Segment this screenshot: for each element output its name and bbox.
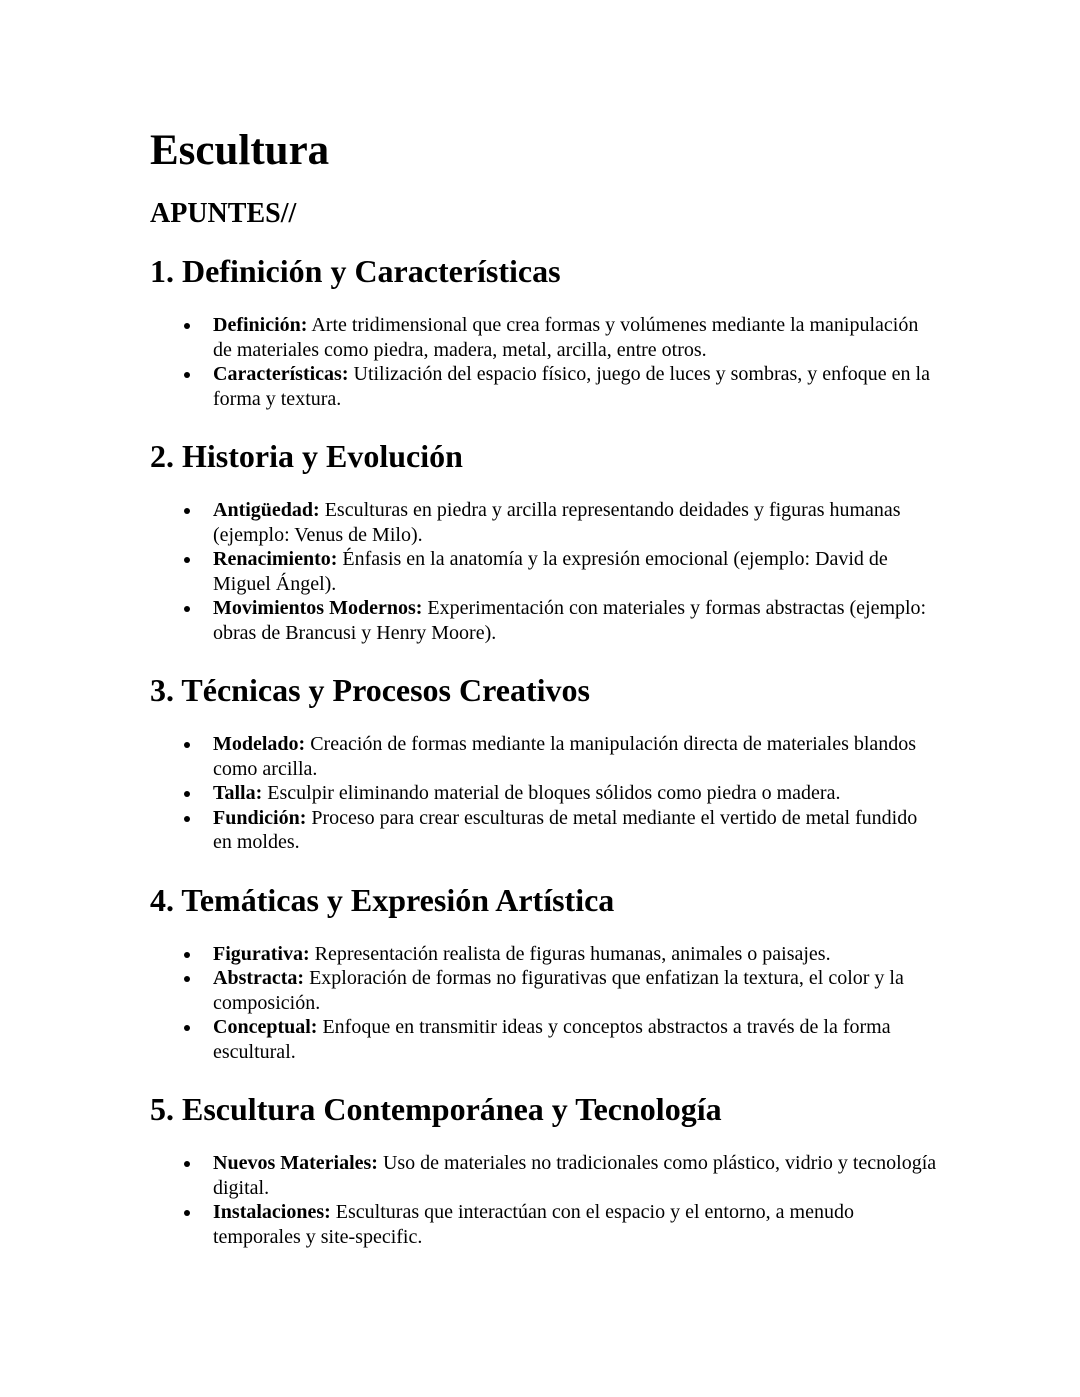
item-term: Instalaciones: (213, 1201, 331, 1223)
section-definicion (150, 251, 940, 411)
list-item (213, 1200, 940, 1249)
section-tematicas (150, 880, 940, 1065)
item-term: Renacimiento: (213, 548, 338, 570)
item-text: Exploración de formas no figurativas que enfatizan la textura, el color y la composición. (213, 967, 904, 1014)
item-text: Representación realista de figuras humanas, animales o paisajes. (309, 942, 831, 965)
item-text: Esculturas que interactúan con el espacio y el entorno, a menudo temporales y site-specific. (213, 1201, 854, 1248)
item-term: Antigüedad: (213, 499, 320, 521)
document-title: Escultura (150, 127, 330, 174)
item-text: Utilización del espacio físico, juego de luces y sombras, y enfoque en la forma y textura. (213, 363, 930, 410)
item-term: Figurativa: (213, 942, 310, 965)
bullet-icon (184, 557, 190, 563)
list-item (213, 806, 940, 855)
section-heading: 3. Técnicas y Procesos Creativos (150, 672, 590, 708)
section-heading: 2. Historia y Evolución (150, 438, 463, 474)
item-text: Uso de materiales no tradicionales como plástico, vidrio y tecnología digital. (213, 1152, 937, 1199)
item-term: Conceptual: (213, 1016, 318, 1038)
bullet-icon (184, 952, 190, 958)
bullet-list (150, 313, 940, 411)
item-text: Esculpir eliminando material de bloques sólidos como piedra o madera. (262, 782, 841, 804)
item-term: Características: (213, 363, 349, 385)
list-item (213, 313, 940, 362)
item-text: Esculturas en piedra y arcilla representando deidades y figuras humanas (ejemplo: Venus de Milo). (213, 499, 901, 546)
list-item (213, 596, 940, 645)
item-term: Abstracta: (213, 967, 305, 989)
document-subtitle: APUNTES// (150, 198, 297, 229)
bullet-list (150, 732, 940, 855)
item-term: Fundición: (213, 806, 307, 829)
bullet-icon (184, 816, 190, 822)
item-term: Movimientos Modernos: (213, 597, 423, 619)
bullet-icon (184, 1210, 190, 1216)
bullet-list (150, 942, 940, 1065)
bullet-icon (184, 508, 190, 514)
list-item (213, 1151, 940, 1200)
item-text: Experimentación con materiales y formas abstractas (ejemplo: obras de Brancusi y Henry Moore). (213, 597, 927, 644)
section-heading: 4. Temáticas y Expresión Artística (150, 881, 615, 918)
bullet-icon (184, 1025, 190, 1031)
bullet-icon (184, 976, 190, 982)
item-text: Enfoque en transmitir ideas y conceptos abstractos a través de la forma escultural. (213, 1016, 891, 1063)
list-item (213, 781, 940, 806)
section-historia (150, 436, 940, 645)
item-term: Definición: (213, 314, 308, 336)
item-text: Énfasis en la anatomía y la expresión emocional (ejemplo: David de Miguel Ángel). (213, 548, 888, 595)
bullet-icon (184, 372, 190, 378)
bullet-icon (184, 742, 190, 748)
item-text: Creación de formas mediante la manipulación directa de materiales blandos como arcilla. (213, 733, 917, 780)
item-term: Nuevos Materiales: (213, 1152, 378, 1174)
item-text: Arte tridimensional que crea formas y volúmenes mediante la manipulación de materiales como piedra, madera, metal, arcilla, entre otros. (213, 314, 919, 361)
section-contemporanea (150, 1089, 940, 1249)
section-tecnicas (150, 670, 940, 855)
list-item (213, 498, 940, 547)
list-item (213, 1015, 940, 1064)
item-text: Proceso para crear esculturas de metal mediante el vertido de metal fundido en moldes. (213, 806, 918, 853)
item-term: Modelado: (213, 733, 306, 755)
bullet-list (150, 498, 940, 645)
list-item (213, 732, 940, 781)
item-term: Talla: (213, 782, 263, 804)
list-item (213, 942, 940, 967)
section-heading: 1. Definición y Características (150, 253, 561, 289)
list-item (213, 966, 940, 1015)
bullet-icon (184, 791, 190, 797)
bullet-icon (184, 606, 190, 612)
list-item (213, 362, 940, 411)
bullet-icon (184, 1161, 190, 1167)
bullet-list (150, 1151, 940, 1249)
bullet-icon (184, 323, 190, 329)
section-heading: 5. Escultura Contemporánea y Tecnología (150, 1091, 722, 1127)
list-item (213, 547, 940, 596)
